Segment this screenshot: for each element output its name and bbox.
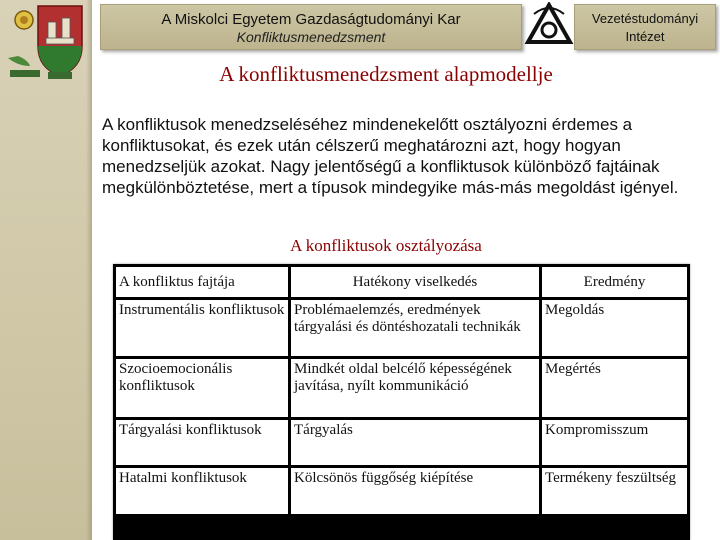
sidebar-panel <box>0 0 92 540</box>
header-institute-box <box>574 4 716 50</box>
table-row <box>116 420 687 465</box>
cell-result: Kompromisszum <box>542 420 687 465</box>
column-header-behavior: Hatékony viselkedés <box>291 267 539 297</box>
page-title: A konfliktusmenedzsment alapmodellje <box>219 62 553 86</box>
cell-result: Termékeny feszültség <box>542 468 687 514</box>
cell-behavior: Mindkét oldal belcélő képességének javítása, nyílt kommunikáció <box>291 359 539 417</box>
cell-type: Instrumentális konfliktusok <box>116 300 288 356</box>
header-subtitle: Konfliktusmenedzsment <box>236 29 386 45</box>
university-name: A Miskolci Egyetem Gazdaságtudományi Kar <box>161 11 461 28</box>
cell-behavior: Kölcsönös függőség kiépítése <box>291 468 539 514</box>
table-row <box>116 359 687 417</box>
column-header-type: A konfliktus fajtája <box>116 267 288 297</box>
cell-result: Megoldás <box>542 300 687 356</box>
column-header-result: Eredmény <box>542 267 687 297</box>
cell-type: Tárgyalási konfliktusok <box>116 420 288 465</box>
table-header-row <box>116 267 687 297</box>
cell-behavior: Tárgyalás <box>291 420 539 465</box>
institute-logo-icon <box>524 2 574 48</box>
classification-table <box>113 264 690 540</box>
university-crest-icon <box>2 0 92 92</box>
institute-name-line2: Intézet <box>625 29 665 44</box>
cell-type: Szocioemocionális konfliktusok <box>116 359 288 417</box>
institute-name-line1: Vezetéstudományi <box>591 11 699 26</box>
table-row <box>116 468 687 514</box>
table-row <box>116 300 687 356</box>
cell-type: Hatalmi konfliktusok <box>116 468 288 514</box>
header-university-box <box>100 4 522 50</box>
cell-behavior: Problémaelemzés, eredmények tárgyalási és döntéshozatali technikák <box>291 300 539 356</box>
cell-result: Megértés <box>542 359 687 417</box>
intro-paragraph: A konfliktusok menedzseléséhez mindenekelőtt osztályozni érdemes a konfliktusokat, és ezek után célszerű meghatározni azt, hogy hogyan menedzseljük azokat. Nagy jelentőségű a konfliktusok különböző fajtáinak megkülönböztetése, mert a típusok mindegyike más-más megoldást igényel. <box>102 115 679 197</box>
table-title: A konfliktusok osztályozása <box>290 236 482 255</box>
